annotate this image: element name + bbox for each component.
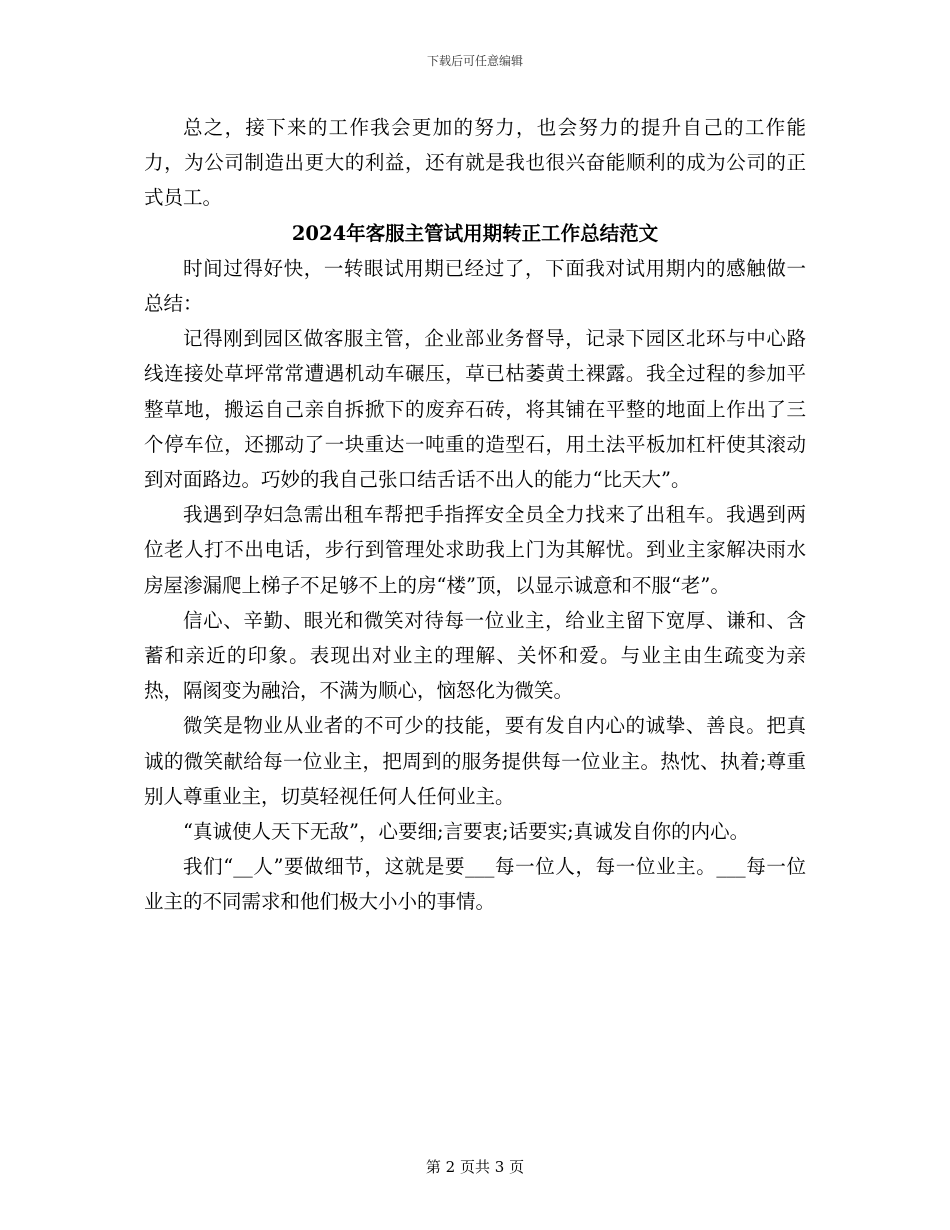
paragraph-7: 我们“__人”要做细节，这就是要___每一位人，每一位业主。___每一位业主的不同需求和他们极大小小的事情。: [144, 855, 806, 914]
page-number-footer: 第 2 页共 3 页: [425, 1158, 525, 1176]
paragraph-4: 信心、辛勤、眼光和微笑对待每一位业主，给业主留下宽厚、谦和、含蓄和亲近的印象。表现出对业主的理解、关怀和爱。与业主由生疏变为亲热，隔阂变为融洽，不满为顺心，恼怒化为微笑。: [144, 608, 806, 703]
paragraph-6: “真诚使人天下无敌”，心要细;言要衷;话要实;真诚发自你的内心。: [183, 820, 750, 844]
document-title: 2024年客服主管试用期转正工作总结范文: [291, 221, 659, 245]
document-body: [144, 110, 806, 920]
paragraph-1: 时间过得好快，一转眼试用期已经过了，下面我对试用期内的感触做一总结：: [144, 256, 806, 316]
paragraph-2: 记得刚到园区做客服主管，企业部业务督导，记录下园区北环与中心路线连接处草坪常常遭遇机动车碾压，草已枯萎黄土裸露。我全过程的参加平整草地，搬运自己亲自拆掀下的废弃石砖，将其铺在平整的地面上作出了三个停车位，还挪动了一块重达一吨重的造型石，用土法平板加杠杆使其滚动到对面路边。巧妙的我自己张口结舌话不出人的能力“比天大”。: [144, 327, 806, 492]
paragraph-5: 微笑是物业从业者的不可少的技能，要有发自内心的诚挚、善良。把真诚的微笑献给每一位业主，把周到的服务提供每一位业主。热忱、执着;尊重别人尊重业主，切莫轻视任何人任何业主。: [144, 714, 806, 808]
paragraph-3: 我遇到孕妇急需出租车帮把手指挥安全员全力找来了出租车。我遇到两位老人打不出电话，步行到管理处求助我上门为其解忧。到业主家解决雨水房屋渗漏爬上梯子不足够不上的房“楼”顶，以显示诚意和不服“老”。: [144, 503, 806, 597]
page-header-note: 下载后可任意编辑: [426, 54, 523, 68]
intro-paragraph: 总之，接下来的工作我会更加的努力，也会努力的提升自己的工作能力，为公司制造出更大的利益，还有就是我也很兴奋能顺利的成为公司的正式员工。: [144, 116, 806, 210]
